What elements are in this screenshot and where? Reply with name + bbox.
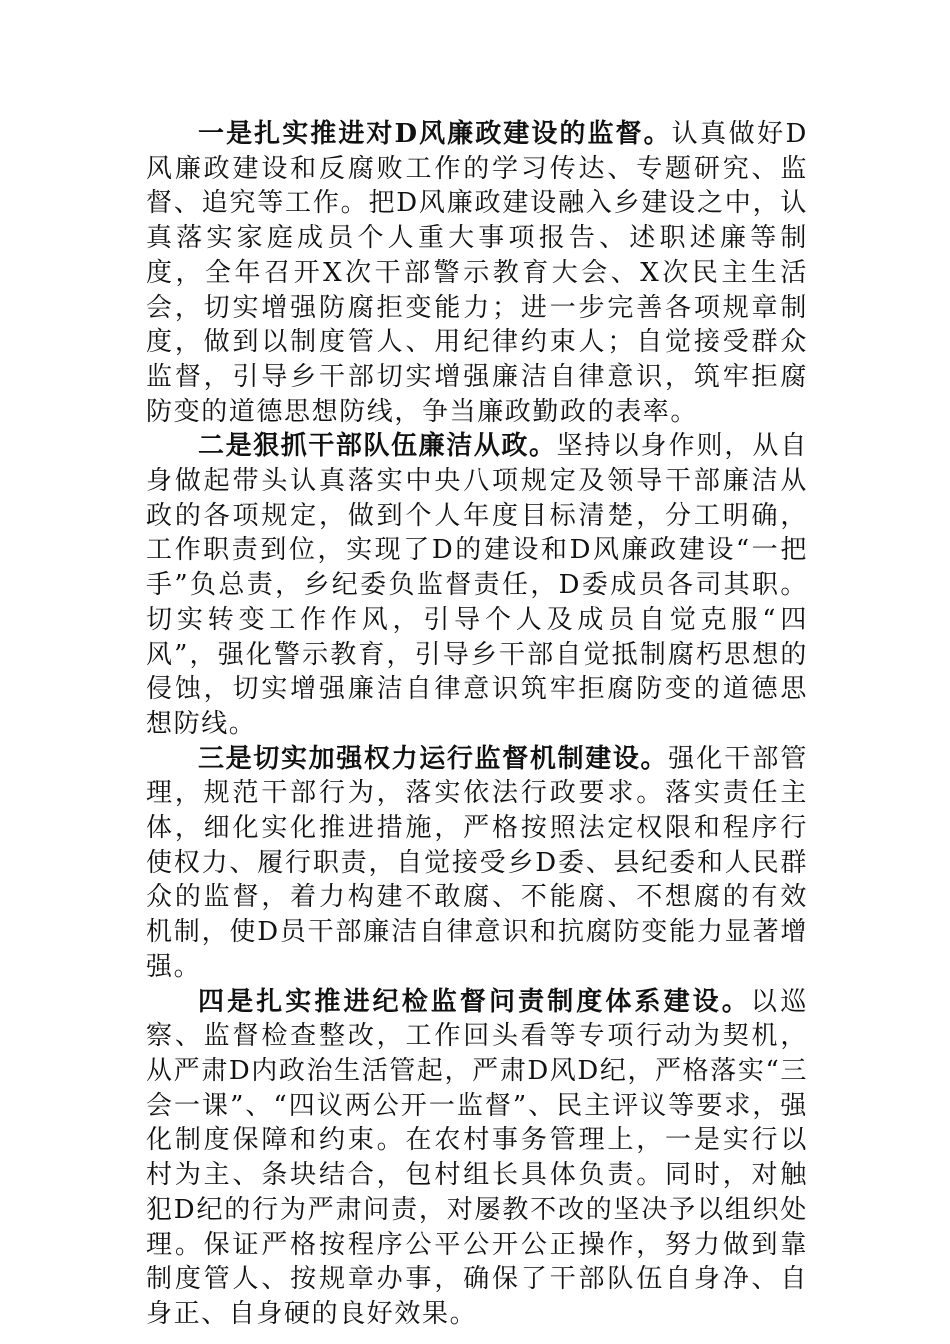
paragraph-3 [146,742,808,985]
paragraph-1-heading: 一是扎实推进对D风廉政建设的监督。 [198,119,672,149]
paragraph-3-heading: 三是切实加强权力运行监督机制建设。 [198,743,669,774]
document-body [146,117,808,1332]
paragraph-4-heading: 四是扎实推进纪检监督问责制度体系建设。 [198,986,751,1017]
paragraph-4-text: 以巡察、监督检查整改，工作回头看等专项行动为契机，从严肃D内政治生活管起，严肃D风D纪，严格落实“三会一课”、“四议两公开一监督”、民主评议等要求，强化制度保障和约束。在农村事务管理上，一是实行以村为主、条块结合，包村组长具体负责。同时，对触犯D纪的行为严肃问责，对屡教不改的坚决予以组织处理。保证严格按程序公平公开公正操作，努力做到靠制度管人、按规章办事，确保了干部队伍自身净、自身正、自身硬的良好效果。 [146,986,808,1329]
paragraph-1 [146,117,808,429]
paragraph-4 [146,985,808,1332]
paragraph-2-heading: 二是狠抓干部队伍廉洁从政。 [198,431,557,462]
paragraph-1-text: 认真做好D风廉政建设和反腐败工作的学习传达、专题研究、监督、追究等工作。把D风廉政建设融入乡建设之中，认真落实家庭成员个人重大事项报告、述职述廉等制度，全年召开X次干部警示教育大会、X次民主生活会，切实增强防腐拒变能力；进一步完善各项规章制度，做到以制度管人、用纪律约束人；自觉接受群众监督，引导乡干部切实增强廉洁自律意识，筑牢拒腐防变的道德思想防线，争当廉政勤政的表率。 [146,119,808,427]
paragraph-3-text: 强化干部管理，规范干部行为，落实依法行政要求。落实责任主体，细化实化推进措施，严格按照法定权限和程序行使权力、履行职责，自觉接受乡D委、县纪委和人民群众的监督，着力构建不敢腐、不能腐、不想腐的有效机制，使D员干部廉洁自律意识和抗腐防变能力显著增强。 [146,743,808,982]
paragraph-2 [146,429,808,741]
paragraph-2-text: 坚持以身作则，从自身做起带头认真落实中央八项规定及领导干部廉洁从政的各项规定，做到个人年度目标清楚，分工明确，工作职责到位，实现了D的建设和D风廉政建设“一把手”负总责，乡纪委负监督责任，D委成员各司其职。切实转变工作作风，引导个人及成员自觉克服“四风”，强化警示教育，引导乡干部自觉抵制腐朽思想的侵蚀，切实增强廉洁自律意识筑牢拒腐防变的道德思想防线。 [146,431,808,739]
